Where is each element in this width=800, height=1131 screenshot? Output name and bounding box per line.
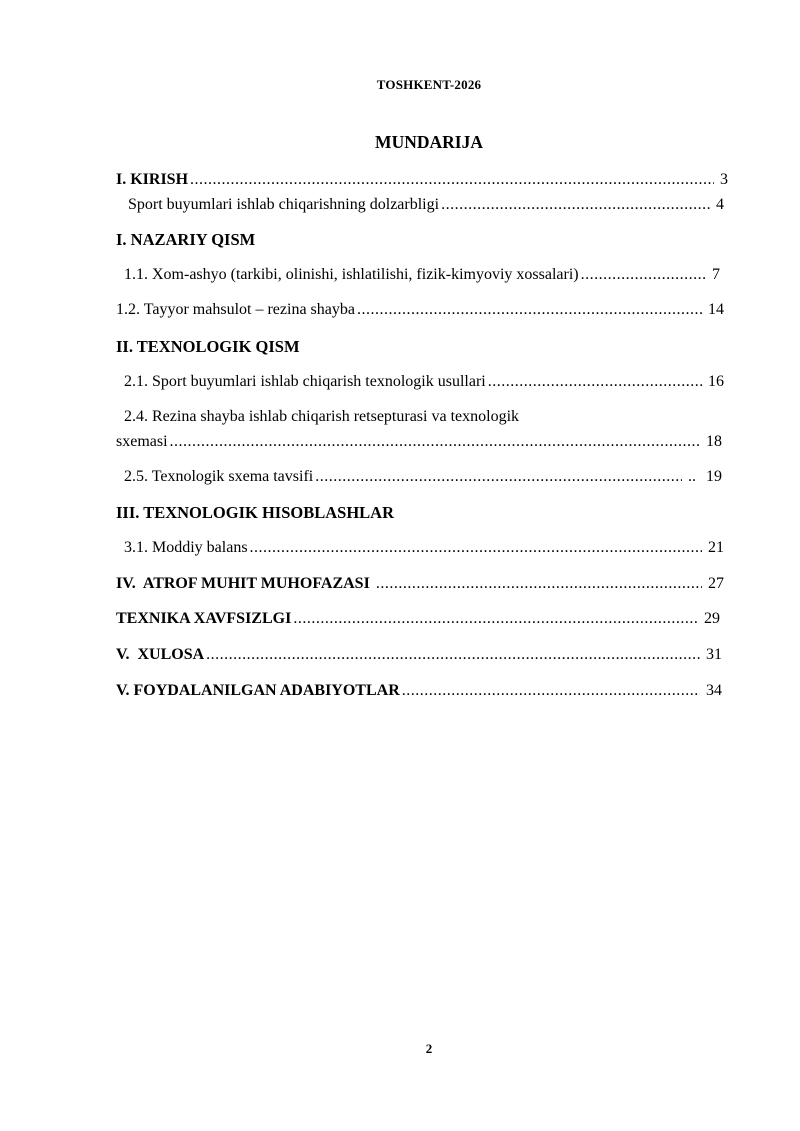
- toc-entry-label: sxemasi: [116, 433, 168, 450]
- toc-page-number: 16: [708, 373, 724, 390]
- toc-page-number: 18: [706, 433, 722, 450]
- toc-section-heading[interactable]: III. TEXNOLOGIK HISOBLASHLAR: [116, 503, 394, 522]
- header-city-year: TOSHKENT-2026: [376, 77, 482, 92]
- toc-entry-label: 3.1. Moddiy balans: [124, 539, 248, 556]
- toc-entry-label: IV. ATROF MUHIT MUHOFAZASI: [116, 575, 374, 592]
- toc-entry-moddiy-balans[interactable]: [124, 538, 724, 558]
- toc-entry-label: TEXNIKA XAVFSIZLGI: [116, 610, 292, 627]
- toc-entry-label: I. KIRISH: [116, 171, 189, 188]
- dot-leader: [581, 265, 706, 285]
- dot-leader: [190, 170, 714, 190]
- dot-leader: [250, 538, 702, 558]
- toc-page-number: 3: [720, 171, 728, 188]
- toc-page-number: 7: [712, 266, 720, 283]
- dot-leader: [206, 645, 700, 665]
- dot-leader: [357, 300, 702, 320]
- toc-page-number: 14: [708, 301, 724, 318]
- dot-leader: [488, 372, 702, 392]
- dot-leader: [293, 609, 698, 629]
- toc-entry-label: Sport buyumlari ishlab chiqarishning dolzarbligi: [128, 196, 440, 213]
- toc-entry-label: 1.2. Tayyor mahsulot – rezina shayba: [116, 301, 355, 318]
- toc-entry-texnika-xavfsizlgi[interactable]: [116, 609, 720, 629]
- toc-entry-label-line1[interactable]: 2.4. Rezina shayba ishlab chiqarish retsepturasi va texnologik: [124, 408, 520, 425]
- toc-entry-tayyor-mahsulot[interactable]: [116, 300, 724, 320]
- dot-leader: [170, 432, 700, 452]
- toc-page-number: 4: [716, 196, 724, 213]
- toc-page-number: 29: [704, 610, 720, 627]
- toc-page-number: 27: [708, 575, 724, 592]
- toc-entry-sxema-tavsifi[interactable]: [124, 467, 722, 487]
- toc-entry-texnologik-usullari[interactable]: [124, 372, 724, 392]
- toc-entry-retsepturasi[interactable]: [116, 432, 722, 452]
- dot-leader: [315, 467, 682, 487]
- toc-entry-label: 1.1. Xom-ashyo (tarkibi, olinishi, ishlatilishi, fizik-kimyoviy xossalari): [124, 266, 579, 283]
- toc-entry-xulosa[interactable]: [116, 645, 722, 665]
- toc-entry-label: 2.5. Texnologik sxema tavsifi: [124, 468, 314, 485]
- toc-entry-dolzarbligi[interactable]: [128, 195, 724, 215]
- dot-leader: [441, 195, 710, 215]
- toc-entry-xom-ashyo[interactable]: [124, 265, 720, 285]
- toc-section-heading[interactable]: II. TEXNOLOGIK QISM: [116, 337, 300, 356]
- dot-leader: [376, 574, 702, 594]
- toc-entry-label: V. XULOSA: [116, 646, 205, 663]
- toc-page-number: 19: [706, 468, 722, 485]
- toc-section-heading[interactable]: I. NAZARIY QISM: [116, 230, 256, 249]
- toc-entry-label: 2.1. Sport buyumlari ishlab chiqarish texnologik usullari: [124, 373, 486, 390]
- page-number: 2: [425, 1041, 433, 1056]
- toc-entry-atrof-muhit[interactable]: [116, 574, 724, 594]
- toc-page-number: 31: [706, 646, 722, 663]
- toc-page-number: 34: [706, 682, 722, 699]
- toc-entry-label: V. FOYDALANILGAN ADABIYOTLAR: [116, 682, 400, 699]
- toc-title: MUNDARIJA: [375, 132, 483, 152]
- toc-page-number: 21: [708, 539, 724, 556]
- leader-suffix: ..: [684, 468, 696, 485]
- toc-entry-kirish[interactable]: [116, 170, 728, 190]
- toc-entry-adabiyotlar[interactable]: [116, 681, 722, 701]
- dot-leader: [402, 681, 700, 701]
